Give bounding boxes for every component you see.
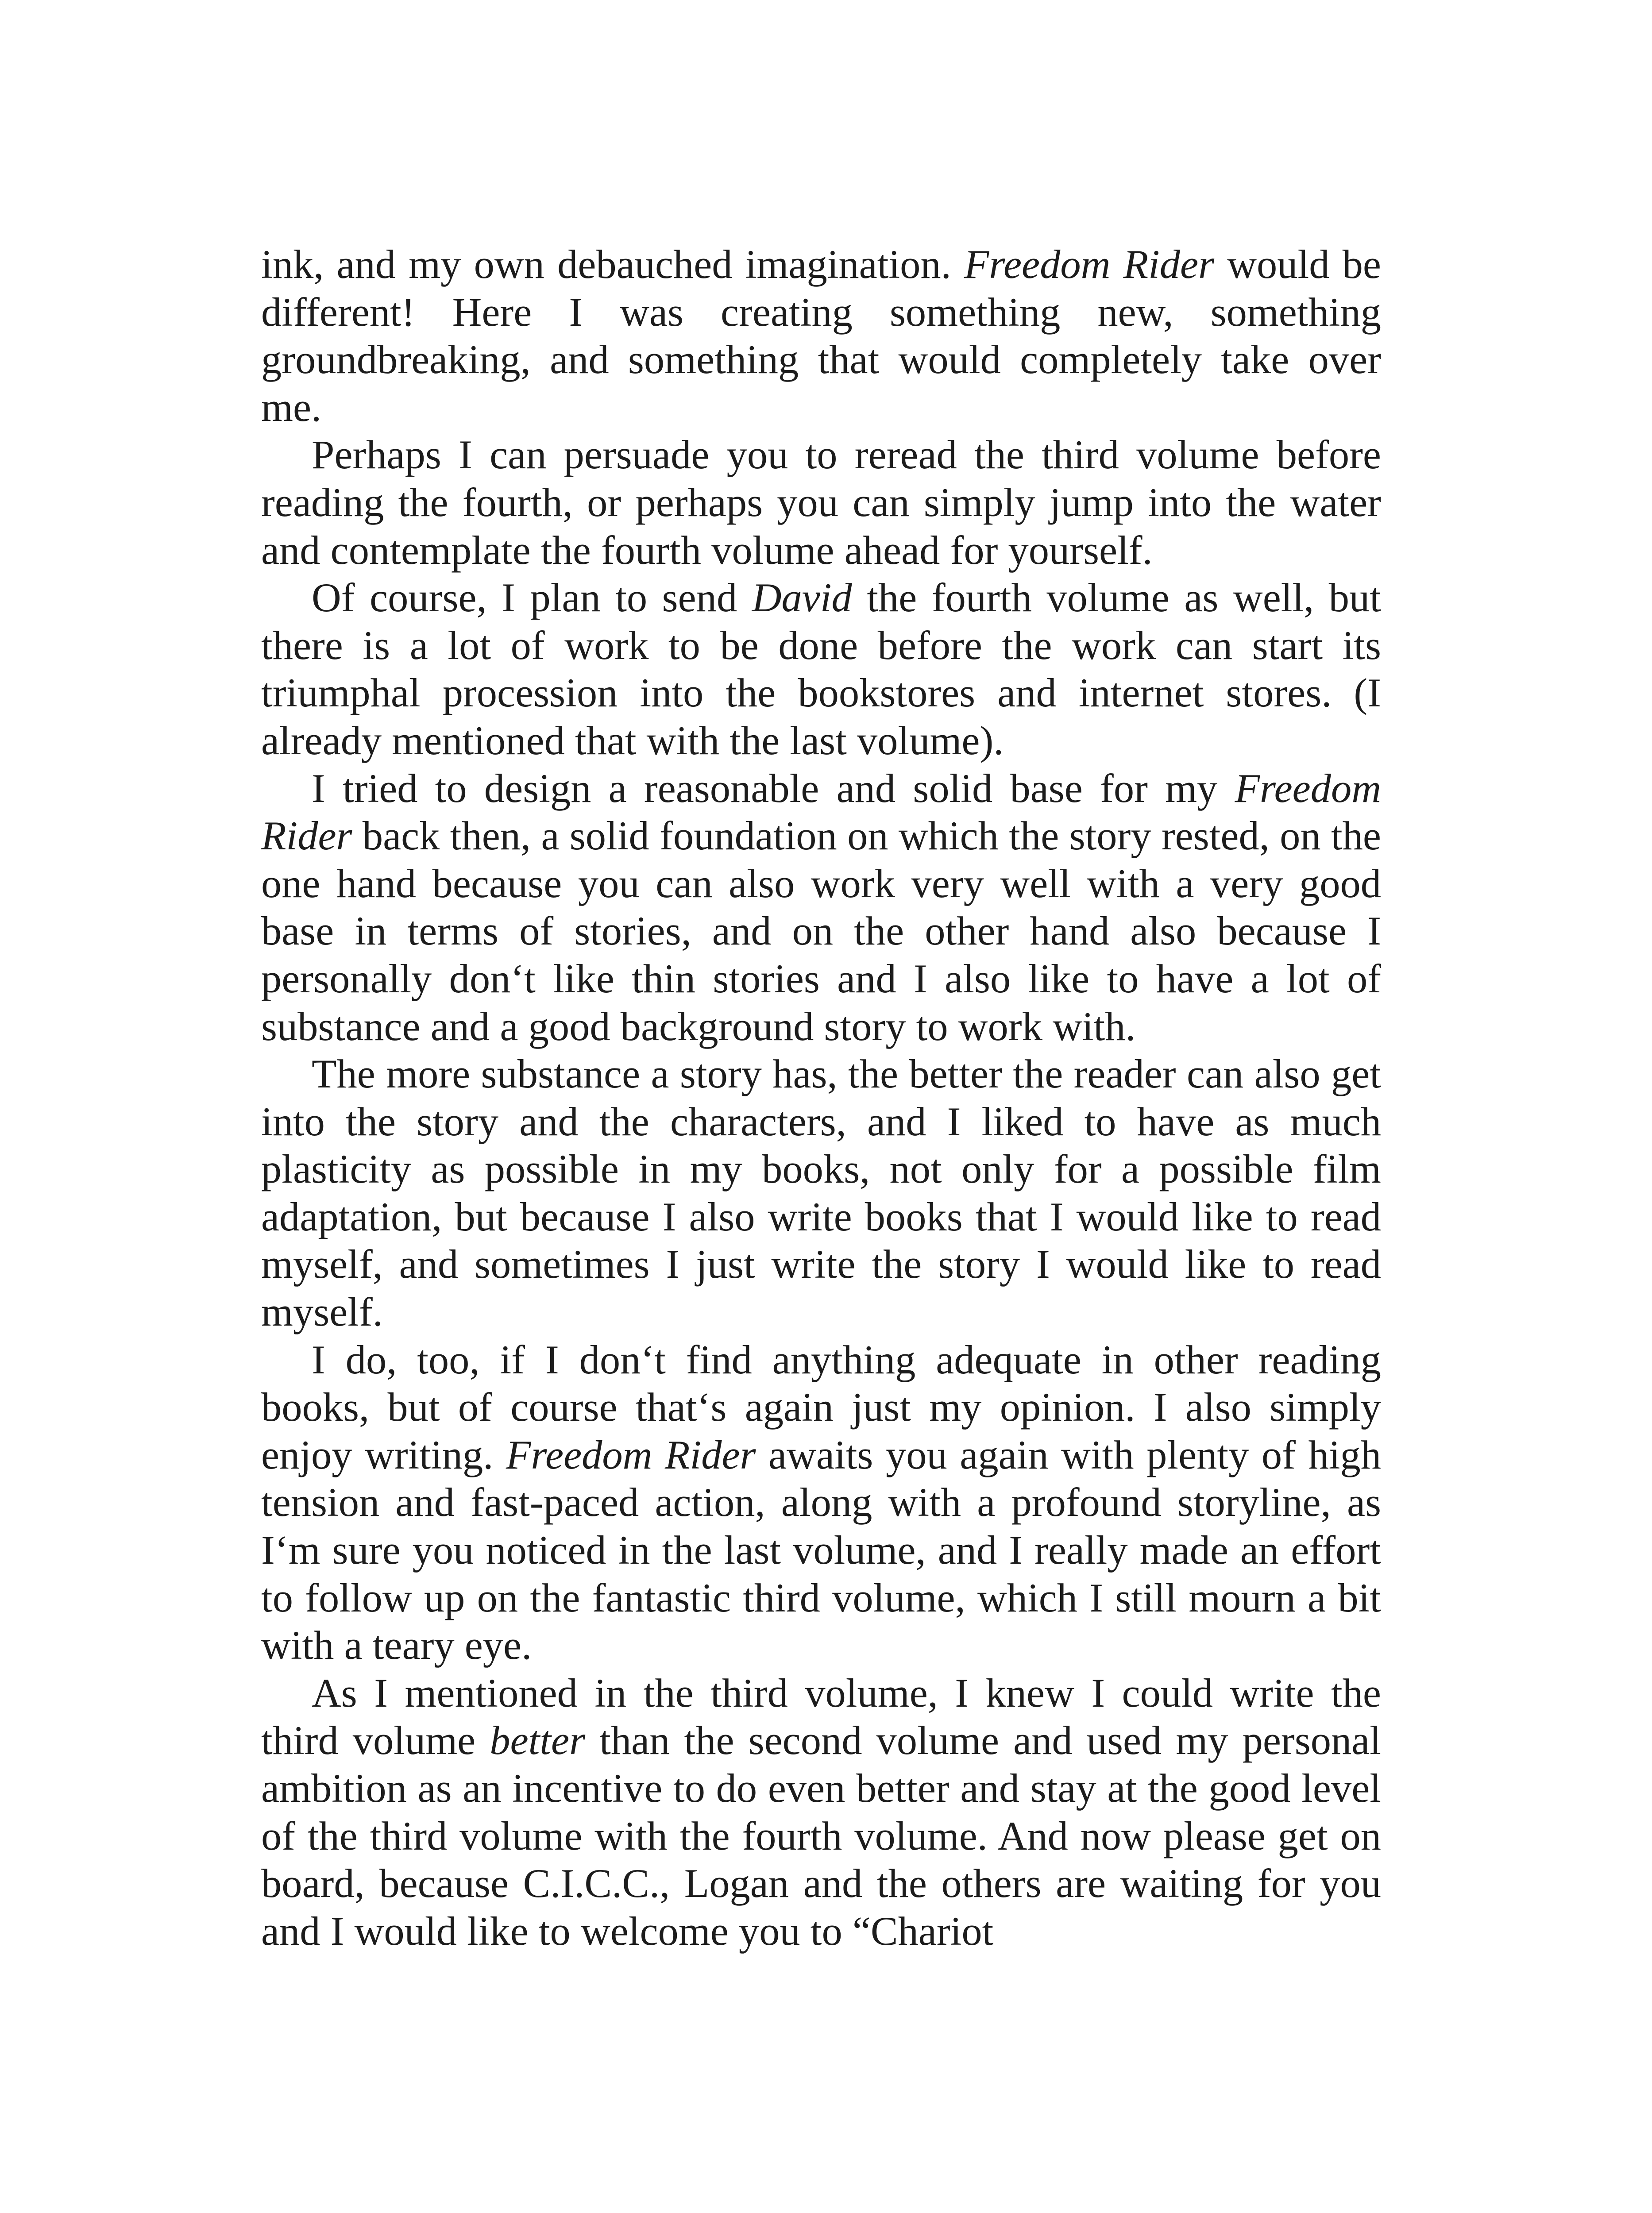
book-title: Freedom Rider [964, 242, 1215, 287]
paragraph-6 [261, 1337, 1381, 1670]
text-run: Of course, I plan to send [312, 575, 752, 621]
emphasized-name: David [752, 575, 852, 621]
paragraph-3 [261, 574, 1381, 765]
paragraph-1 [261, 241, 1381, 432]
paragraph-4 [261, 765, 1381, 1051]
text-run: The more substance a story has, the better the reader can also get into the story and the characters, and I liked to have as much plasticity as possible in my books, not only for a possible film adaptation, but because I also write books that I would like to read myself, and sometimes I just write the story I would like to read myself. [261, 1052, 1381, 1335]
body-text [261, 241, 1381, 1955]
text-run: I do, too, if I don‘t find anything adequate in other reading books, but of course that‘s again just my opinion. I also simply enjoy writing. [261, 1337, 1381, 1478]
text-run: ink, and my own debauched imagination. [261, 242, 964, 287]
emphasized-word: better [490, 1718, 586, 1764]
text-run: awaits you again with plenty of high tension and fast-paced action, along with a profound storyline, as I‘m sure you noticed in the last volume, and I really made an effort to follow up on the fantastic third volume, which I still mourn a bit with a teary eye. [261, 1432, 1381, 1669]
text-run: Perhaps I can persuade you to reread the third volume before reading the fourth, or perhaps you can simply jump into the water and contemplate the fourth volume ahead for yourself. [261, 432, 1381, 573]
text-run: back then, a solid foundation on which the story rested, on the one hand because you can also work very well with a very good base in terms of stories, and on the other hand also because I personally don‘t like thin stories and I also like to have a lot of substance and a good background story to work with. [261, 813, 1381, 1049]
text-run: I tried to design a reasonable and solid base for my [312, 766, 1235, 811]
text-run: would be different! Here I was creating something new, something groundbreaking, and something that would completely take over me. [261, 242, 1381, 430]
text-run: the fourth volume as well, but there is a lot of work to be done before the work can start its triumphal procession into the bookstores and internet stores. (I already mentioned that with the last volume). [261, 575, 1382, 763]
paragraph-7 [261, 1670, 1381, 1956]
paragraph-5 [261, 1051, 1381, 1337]
paragraph-2 [261, 432, 1381, 574]
book-title: Freedom Rider [506, 1432, 756, 1478]
text-run: than the second volume and used my personal ambition as an incentive to do even better and stay at the good level of the third volume with the fourth volume. And now please get on board, because C.I.C.C., Logan and the others are waiting for you and I would like to welcome you to “Chariot [261, 1718, 1381, 1954]
book-title: Freedom Rider [261, 766, 1381, 859]
text-run: As I mentioned in the third volume, I knew I could write the third volume [261, 1670, 1381, 1764]
